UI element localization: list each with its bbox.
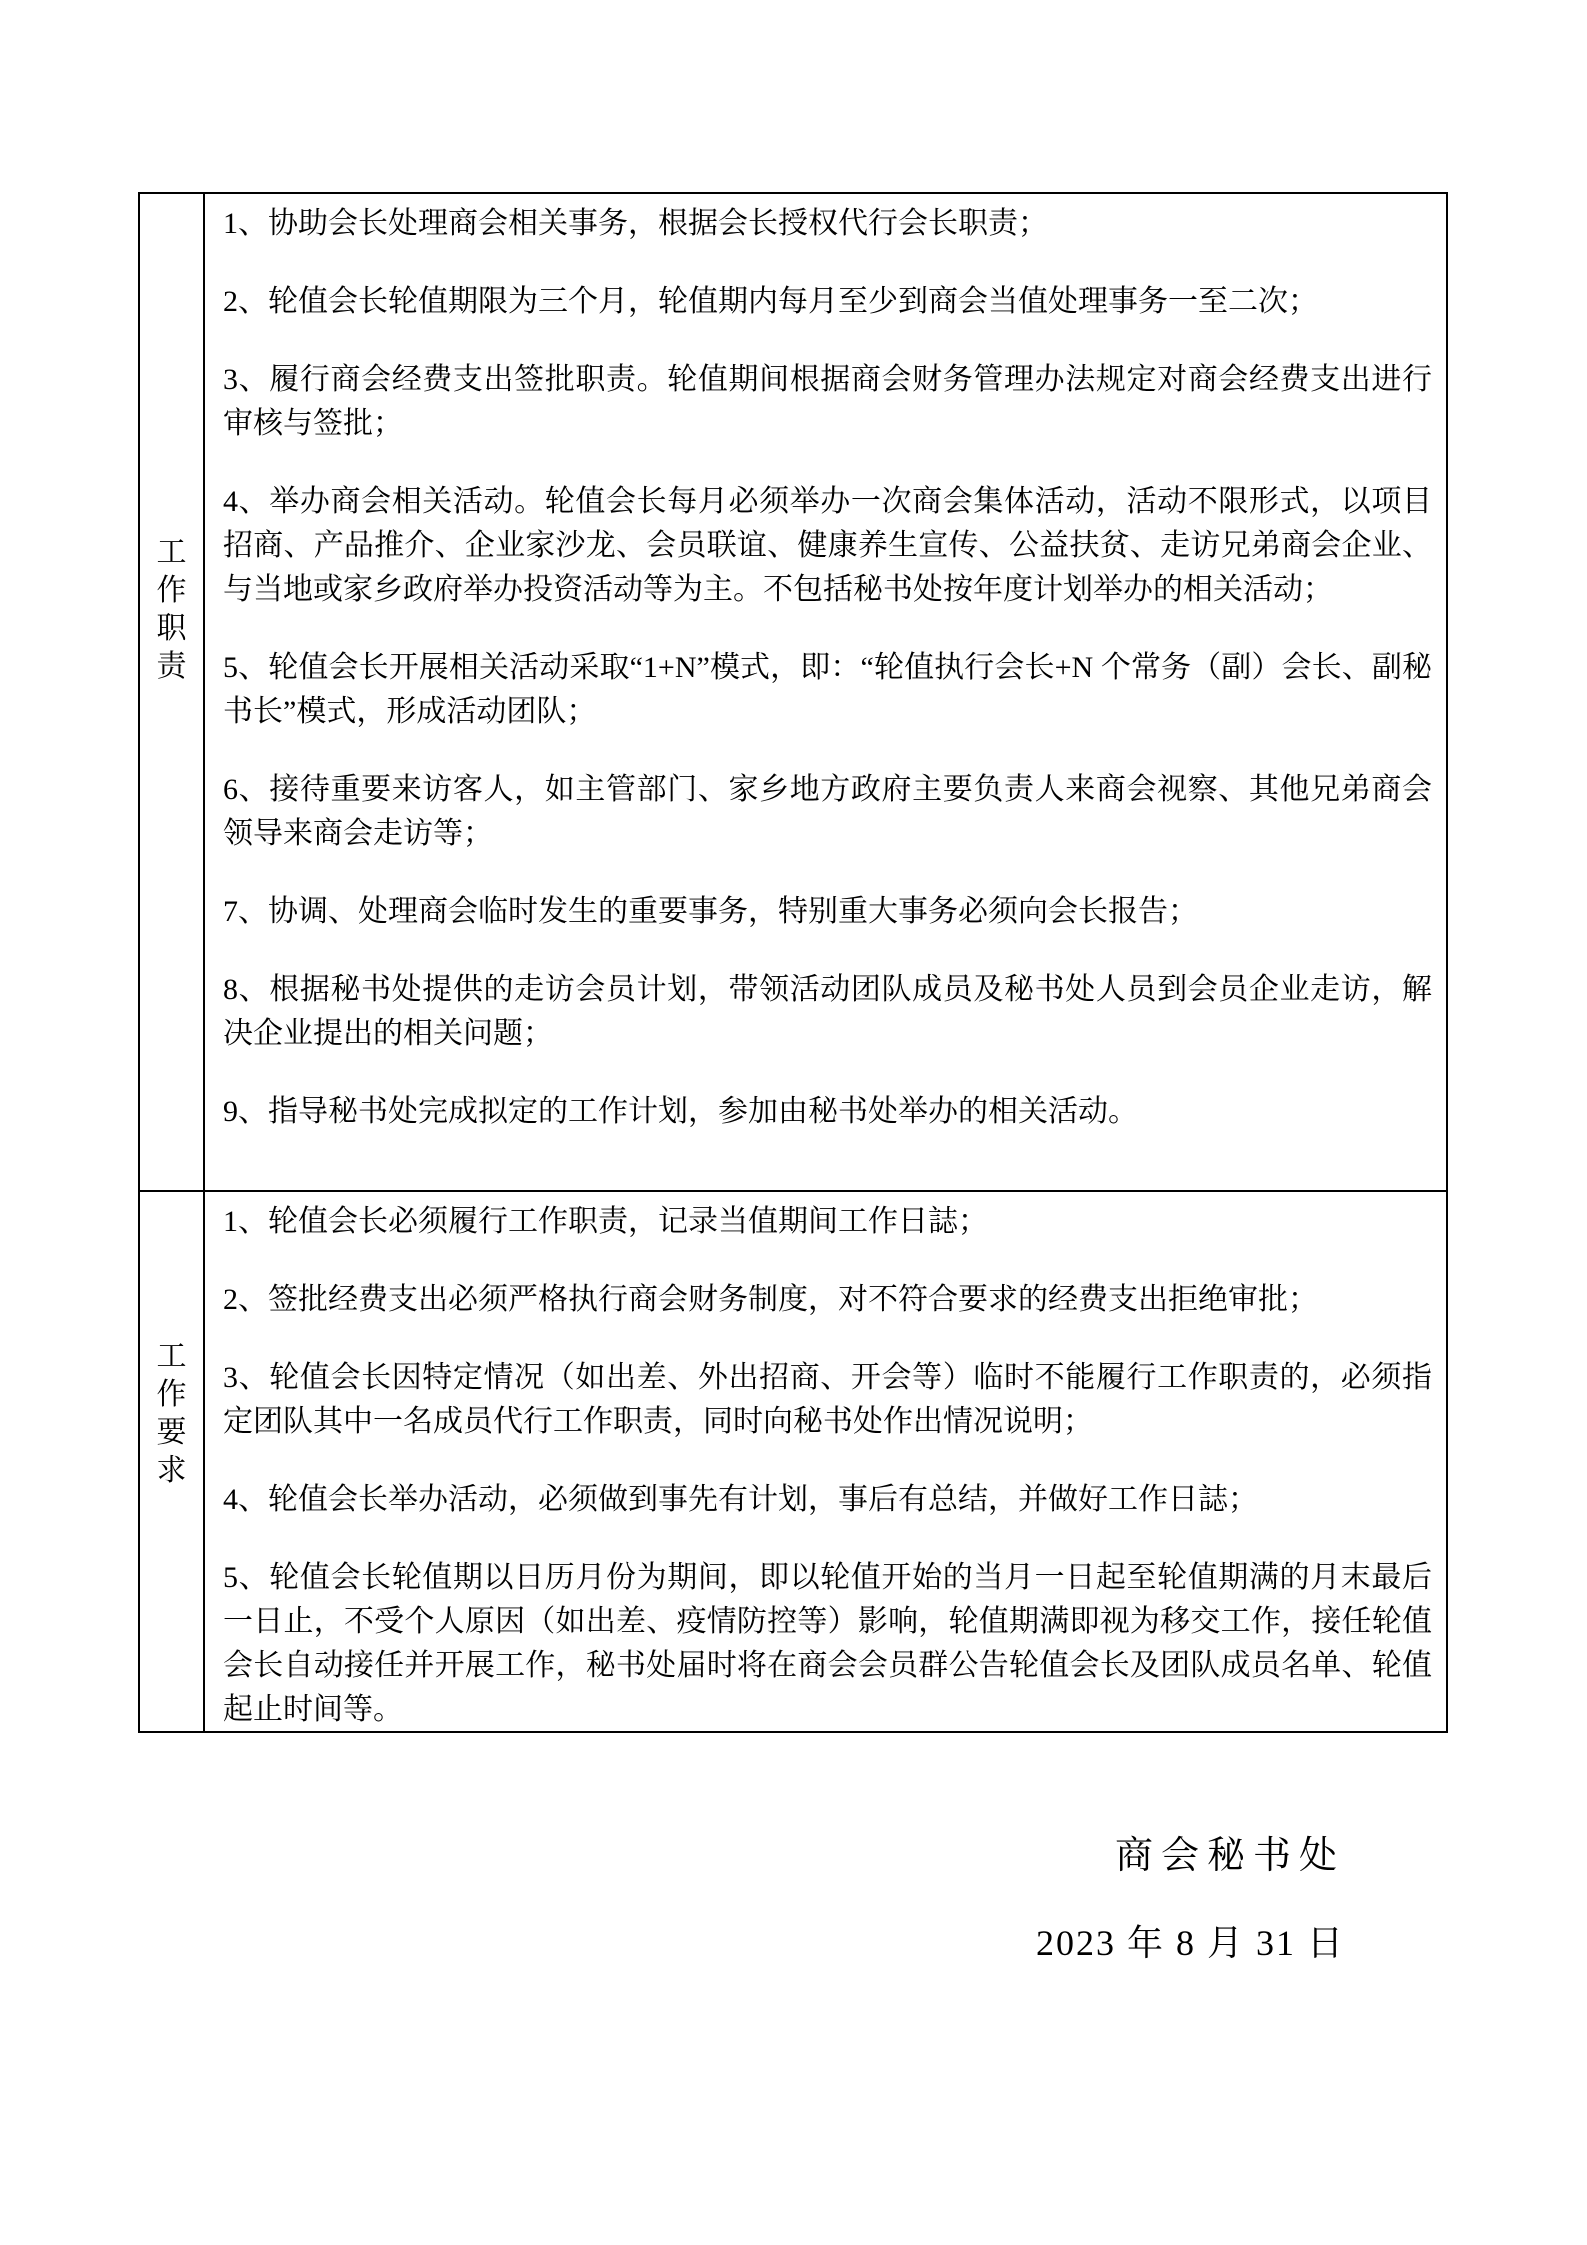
list-item: 1、轮值会长必须履行工作职责，记录当值期间工作日誌； — [223, 1205, 988, 1238]
list-item: 2、签批经费支出必须严格执行商会财务制度，对不符合要求的经费支出拒绝审批； — [223, 1283, 1318, 1316]
list-item: 1、协助会长处理商会相关事务，根据会长授权代行会长职责； — [223, 207, 1048, 240]
list-item: 5、轮值会长轮值期以日历月份为期间，即以轮值开始的当月一日起至轮值期满的月末最后一日止，不受个人原因（如出差、疫情防控等）影响，轮值期满即视为移交工作，接任轮值会长自动接任并开展工作，秘书处届时将在商会会员群公告轮值会长及团队成员名单、轮值起止时间等。 — [223, 1561, 1432, 1726]
list-item: 3、履行商会经费支出签批职责。轮值期间根据商会财务管理办法规定对商会经费支出进行审核与签批； — [223, 363, 1432, 440]
list-item: 3、轮值会长因特定情况（如出差、外出招商、开会等）临时不能履行工作职责的，必须指定团队其中一名成员代行工作职责，同时向秘书处作出情况说明； — [223, 1361, 1432, 1438]
row-header-label: 工作职责 — [156, 536, 187, 683]
requirements-cell — [205, 1192, 1446, 1731]
list-item: 4、轮值会长举办活动，必须做到事先有计划，事后有总结，并做好工作日誌； — [223, 1483, 1258, 1516]
row-header-label: 工作要求 — [156, 1339, 187, 1487]
list-item: 2、轮值会长轮值期限为三个月，轮值期内每月至少到商会当值处理事务一至二次； — [223, 285, 1318, 318]
list-item: 7、协调、处理商会临时发生的重要事务，特别重大事务必须向会长报告； — [223, 895, 1198, 928]
signature: 商会秘书处 — [1114, 1835, 1345, 1877]
duties-table — [138, 192, 1448, 1733]
list-item: 6、接待重要来访客人，如主管部门、家乡地方政府主要负责人来商会视察、其他兄弟商会领导来商会走访等； — [223, 773, 1432, 850]
row-header-duties — [140, 194, 205, 1190]
duties-cell — [205, 194, 1446, 1190]
table-row-duties — [140, 194, 1446, 1192]
list-item: 9、指导秘书处完成拟定的工作计划，参加由秘书处举办的相关活动。 — [223, 1095, 1138, 1128]
list-item: 8、根据秘书处提供的走访会员计划，带领活动团队成员及秘书处人员到会员企业走访，解决企业提出的相关问题； — [223, 973, 1432, 1050]
list-item: 4、举办商会相关活动。轮值会长每月必须举办一次商会集体活动，活动不限形式，以项目招商、产品推介、企业家沙龙、会员联谊、健康养生宣传、公益扶贫、走访兄弟商会企业、与当地或家乡政府举办投资活动等为主。不包括秘书处按年度计划举办的相关活动； — [223, 485, 1432, 606]
date: 2023 年 8 月 31 日 — [1035, 1923, 1345, 1963]
table-row-requirements — [140, 1192, 1446, 1731]
list-item: 5、轮值会长开展相关活动采取“1+N”模式，即：“轮值执行会长+N 个常务（副）会长、副秘书长”模式，形成活动团队； — [223, 651, 1432, 728]
row-header-requirements — [140, 1192, 205, 1731]
